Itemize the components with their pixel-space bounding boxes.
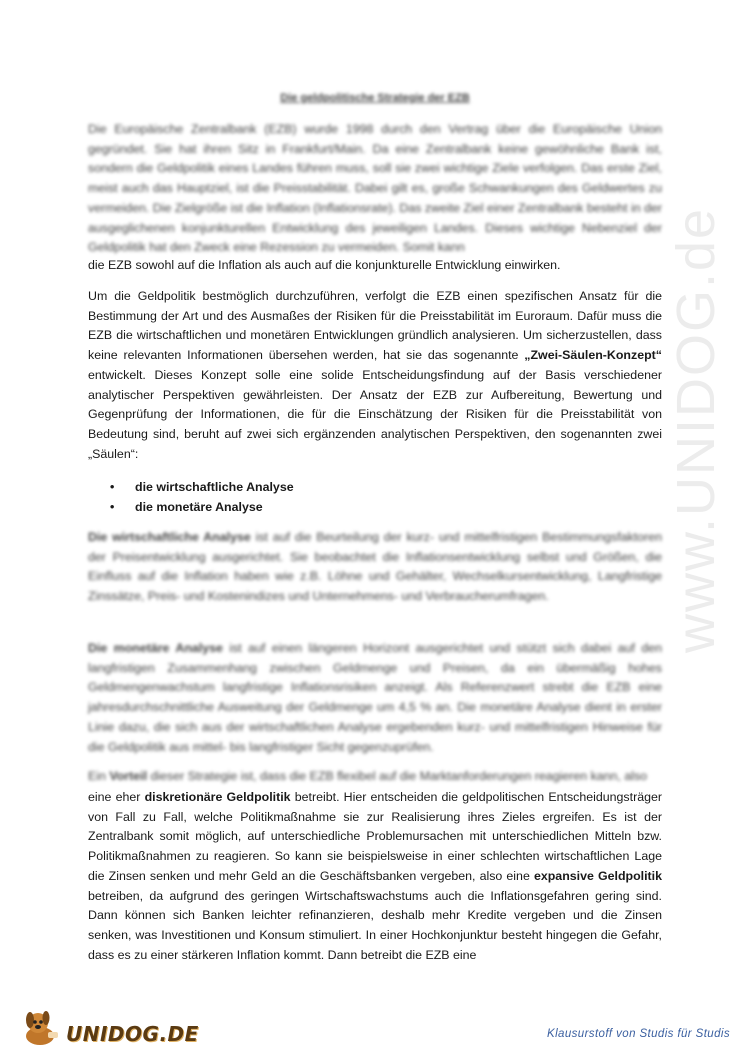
advantage-term: Vorteil xyxy=(109,769,148,783)
two-pillar-concept-term: „Zwei-Säulen-Konzept“ xyxy=(524,348,662,363)
unidog-logo xyxy=(20,1008,199,1048)
monetary-analysis-lead: Die monetäre Analyse xyxy=(88,641,223,655)
strategy-text-1: Um die Geldpolitik bestmöglich durchzuführen, verfolgt die EZB einen spezifischen Ansatz für die Bestimmung der Art und des Ausmaßes der Risiken für die Preisstabilität im Euroraum. Dafür muss die EZB die wirtschaftlichen und monetären Entwicklungen gründlich analysieren. Um sicherzustellen, dass keine relevanten Informationen übersehen werden, hat sie das sogenannte xyxy=(88,289,662,363)
document-title: Die geldpolitische Strategie der EZB xyxy=(280,92,470,104)
logo-text: UNIDOG.DE xyxy=(66,1022,199,1046)
intro-paragraph-visible-line: die EZB sowohl auf die Inflation als auch auf die konjunkturelle Entwicklung einwirken. xyxy=(88,258,561,272)
advantage-blurred-rest: dieser Strategie ist, dass die EZB flexibel auf die Marktanforderungen reagieren kann, also xyxy=(150,769,648,783)
advantage-prefix: Ein xyxy=(88,769,106,783)
strategy-paragraph xyxy=(88,287,662,464)
intro-paragraph-blurred: Die Europäische Zentralbank (EZB) wurde 1998 durch den Vertrag über die Europäische Union gegründet. Sie hat ihren Sitz in Frankfurt/Main. Da eine Zentralbank keine gewöhnliche Bank ist, sondern die Geldpolitik eines Landes führen muss, soll sie zwei wichtige Ziele verfolgen. Das erste Ziel, meist auch das Hauptziel, ist die Preisstabilität. Dabei gilt es, große Schwankungen des Geldwertes zu vermeiden. Die Zielgröße ist die Inflation (Inflationsrate). Das zweite Ziel einer Zentralbank besteht in der ausgeglichenen konjunkturellen Entwicklung des jeweiligen Landes. Dieses wichtige Nebenziel der Geldpolitik hat den Zweck eine Rezession zu vermeiden. Somit kann xyxy=(88,122,662,255)
advantage-text-end: betreiben, da aufgrund des geringen Wirtschaftswachstums auch die Inflationsgefahren gering sind. Dann können sich Banken leichter refinanzieren, deshalb mehr Kredite vergeben und die Zinsen senken, was Investitionen und Konsum stimuliert. In einer Hochkonjunktur besteht hingegen die Gefahr, dass es zu einer stärkeren Inflation kommt. Dann betreibt die EZB eine xyxy=(88,888,662,962)
monetary-analysis-text: ist auf einen längeren Horizont ausgerichtet und stützt sich dabei auf den langfristigen Zusammenhang zwischen Geldmenge und Preisen, da ein übermäßig hohes Geldmengenwachstum langfristige Inflationsrisiken anzeigt. Als Referenzwert strebt die EZB eine jahresdurchschnittliche Ausweitung der Geldmenge um 4,5 % an. Die monetäre Analyse dient in erster Linie dazu, die sich aus der wirtschaftlichen Analyse ergebenden kurz- und mittelfristigen Hinweise für die Geldpolitik aus mittel- bis langfristiger Sicht gegenzuprüfen. xyxy=(88,641,662,754)
monetary-analysis-paragraph xyxy=(88,639,662,757)
expansive-policy-term: expansive Geldpolitik xyxy=(533,868,662,883)
advantage-line-start: eine eher xyxy=(88,790,141,804)
list-item: • die monetäre Analyse xyxy=(110,498,294,518)
watermark-text: www.UNIDOG.de xyxy=(666,206,726,654)
discretionary-policy-term: diskretionäre Geldpolitik xyxy=(144,790,291,804)
list-item: • die wirtschaftliche Analyse xyxy=(110,478,294,498)
advantage-text-mid: betreibt. Hier entscheiden die geldpolitischen Entscheidungsträger von Fall zu Fall, welche Politikmaßnahme sie zur Realisierung ihres Zieles ergreifen. Es ist der Zentralbank somit möglich, auf unterschiedliche Problemursachen mit unterschiedlichen Mitteln bzw. Politikmaßnahmen zu reagieren. So kann sie beispielsweise in einer schlechten wirtschaftlichen Lage die Zinsen senken und mehr Geld an die Geschäftsbanken vergeben, also eine xyxy=(88,790,662,883)
pillar-list xyxy=(110,478,294,518)
footer-tagline: Klausurstoff von Studis für Studis xyxy=(547,1028,730,1040)
advantage-blurred-line xyxy=(88,767,662,787)
economic-analysis-text: ist auf die Beurteilung der kurz- und mittelfristigen Bestimmungsfaktoren der Preisentwicklung ausgerichtet. Sie beobachtet die Inflationsentwicklung selbst und Größen, die Einfluss auf die Inflation haben wie z.B. Löhne und Gehälter, Wechselkursentwicklung, Langfristige Zinssätze, Preis- und Kostenindizes und Unternehmens- und Verbraucherumfragen. xyxy=(88,530,662,604)
dog-mascot-icon xyxy=(20,1008,64,1048)
strategy-text-2: entwickelt. Dieses Konzept solle eine solide Entscheidungsfindung auf der Basis verschiedener analytischer Perspektiven gewährleisten. Der Ansatz der EZB zur Aufbereitung, Bewertung und Gegenprüfung der Informationen, die für die Einschätzung der Risiken für die Preisstabilität von Bedeutung sind, beruht auf zwei sich ergänzenden analytischen Perspektiven, den sogenannten zwei „Säulen“: xyxy=(88,367,662,461)
economic-analysis-paragraph xyxy=(88,528,662,607)
economic-analysis-lead: Die wirtschaftliche Analyse xyxy=(88,530,251,544)
advantage-paragraph xyxy=(88,788,662,965)
